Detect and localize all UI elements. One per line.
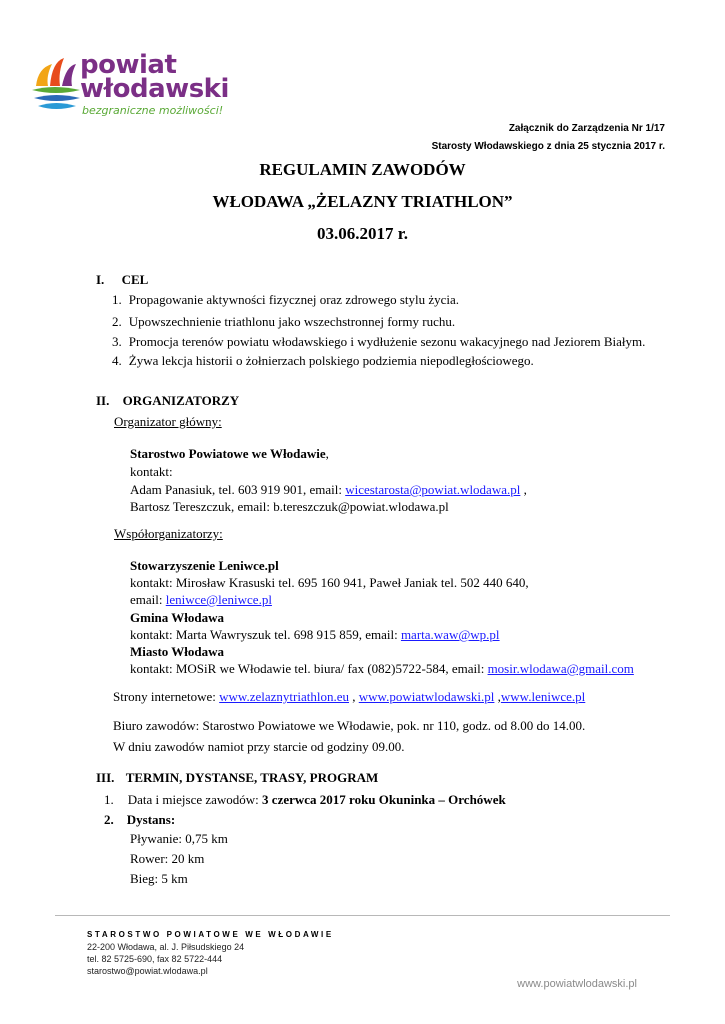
- section-3-title: TERMIN, DYSTANSE, TRASY, PROGRAM: [125, 770, 379, 785]
- contact-1-email-link[interactable]: wicestarosta@powiat.wlodawa.pl: [345, 482, 521, 497]
- attachment-note: [432, 120, 665, 156]
- website-link-powiatwlodawski[interactable]: www.powiatwlodawski.pl: [358, 689, 495, 704]
- main-organizer-name: Starostwo Powiatowe we Włodawie,: [130, 446, 329, 461]
- list-item: 2. Dystans:: [104, 812, 176, 827]
- list-item: 1. Propagowanie aktywności fizycznej oraz zdrowego stylu życia.: [112, 292, 460, 307]
- footer-website: www.powiatwlodawski.pl: [517, 978, 637, 990]
- main-organizer-label: Organizator główny:: [114, 414, 222, 429]
- co-organizer-2-email-link[interactable]: marta.waw@wp.pl: [400, 627, 500, 642]
- contact-2: Bartosz Tereszczuk, email: b.tereszczuk@powiat.wlodawa.pl: [130, 499, 449, 514]
- document-title-line-2: WŁODAWA „ŻELAZNY TRIATHLON”: [212, 192, 513, 211]
- section-1-title: CEL: [121, 272, 149, 287]
- co-organizer-3-name: Miasto Włodawa: [130, 644, 225, 659]
- co-organizer-1-email-link[interactable]: leniwce@leniwce.pl: [165, 592, 272, 607]
- co-organizer-3-contact: kontakt: MOSiR we Włodawie tel. biura/ fax (082)5722-584, email: mosir.wlodawa@gmail.com: [130, 661, 634, 676]
- footer-phone: tel. 82 5725-690, fax 82 5722-444: [87, 954, 223, 964]
- list-item: 2. Upowszechnienie triathlonu jako wszechstronnej formy ruchu.: [112, 314, 456, 329]
- websites-line: Strony internetowe: www.zelaznytriathlon.eu , www.powiatwlodawski.pl ,www.leniwce.pl: [113, 689, 586, 704]
- list-item: 1. Data i miejsce zawodów: 3 czerwca 2017 roku Okuninka – Orchówek: [104, 792, 506, 807]
- section-1-number: I.: [96, 272, 105, 287]
- attachment-line-1: Załącznik do Zarządzenia Nr 1/17: [508, 123, 665, 134]
- logo-text-powiat: powiat: [80, 50, 177, 80]
- distance-swim: Pływanie: 0,75 km: [130, 831, 228, 846]
- co-organizer-1-name: Stowarzyszenie Leniwce.pl: [130, 558, 279, 573]
- list-item: 4. Żywa lekcja historii o żołnierzach polskiego podziemia niepodległościowego.: [112, 353, 534, 368]
- section-2-number: II.: [96, 393, 110, 408]
- co-organizer-1-email: email: leniwce@leniwce.pl: [130, 592, 272, 607]
- logo-emblem-icon: [30, 56, 86, 116]
- section-3-heading: [96, 770, 378, 786]
- footer-address: 22-200 Włodawa, al. J. Piłsudskiego 24: [87, 942, 245, 952]
- race-office-info: Biuro zawodów: Starostwo Powiatowe we Włodawie, pok. nr 110, godz. od 8.00 do 14.00.: [113, 718, 586, 733]
- co-organizer-2-contact: kontakt: Marta Wawryszuk tel. 698 915 859, email: marta.waw@wp.pl: [130, 627, 500, 642]
- attachment-line-2: Starosty Włodawskiego z dnia 25 stycznia 2017 r.: [431, 141, 665, 152]
- website-link-leniwce[interactable]: www.leniwce.pl: [500, 689, 586, 704]
- co-organizer-3-email-link[interactable]: mosir.wlodawa@gmail.com: [487, 661, 634, 676]
- logo-text-wlodawski: włodawski: [80, 74, 229, 104]
- contact-label: kontakt:: [130, 464, 173, 479]
- co-organizer-1-contact: kontakt: Mirosław Krasuski tel. 695 160 941, Paweł Janiak tel. 502 440 640,: [130, 575, 529, 590]
- section-1-heading: [96, 272, 148, 288]
- co-organizers-label: Współorganizatorzy:: [114, 526, 223, 541]
- logo: [30, 52, 230, 126]
- footer-email: starostwo@powiat.wlodawa.pl: [87, 966, 208, 976]
- footer-divider: [55, 915, 670, 916]
- website-link-zelaznytriathlon[interactable]: www.zelaznytriathlon.eu: [219, 689, 349, 704]
- race-day-tent-info: W dniu zawodów namiot przy starcie od godziny 09.00.: [113, 739, 405, 754]
- footer-title: STAROSTWO POWIATOWE WE WŁODAWIE: [87, 930, 334, 939]
- section-2-heading: [96, 393, 239, 409]
- distance-bike: Rower: 20 km: [130, 851, 205, 866]
- section-3-number: III.: [96, 770, 115, 785]
- section-2-title: ORGANIZATORZY: [122, 393, 240, 408]
- list-item: 3. Promocja terenów powiatu włodawskiego i wydłużenie sezonu wakacyjnego nad Jeziorem Białym.: [112, 334, 646, 349]
- document-title-date: 03.06.2017 r.: [317, 224, 408, 243]
- logo-tagline: bezgraniczne możliwości!: [82, 104, 224, 117]
- distance-run: Bieg: 5 km: [130, 871, 188, 886]
- contact-1: Adam Panasiuk, tel. 603 919 901, email: wicestarosta@powiat.wlodawa.pl ,: [130, 482, 527, 497]
- co-organizer-2-name: Gmina Włodawa: [130, 610, 225, 625]
- document-title-line-1: REGULAMIN ZAWODÓW: [259, 160, 466, 179]
